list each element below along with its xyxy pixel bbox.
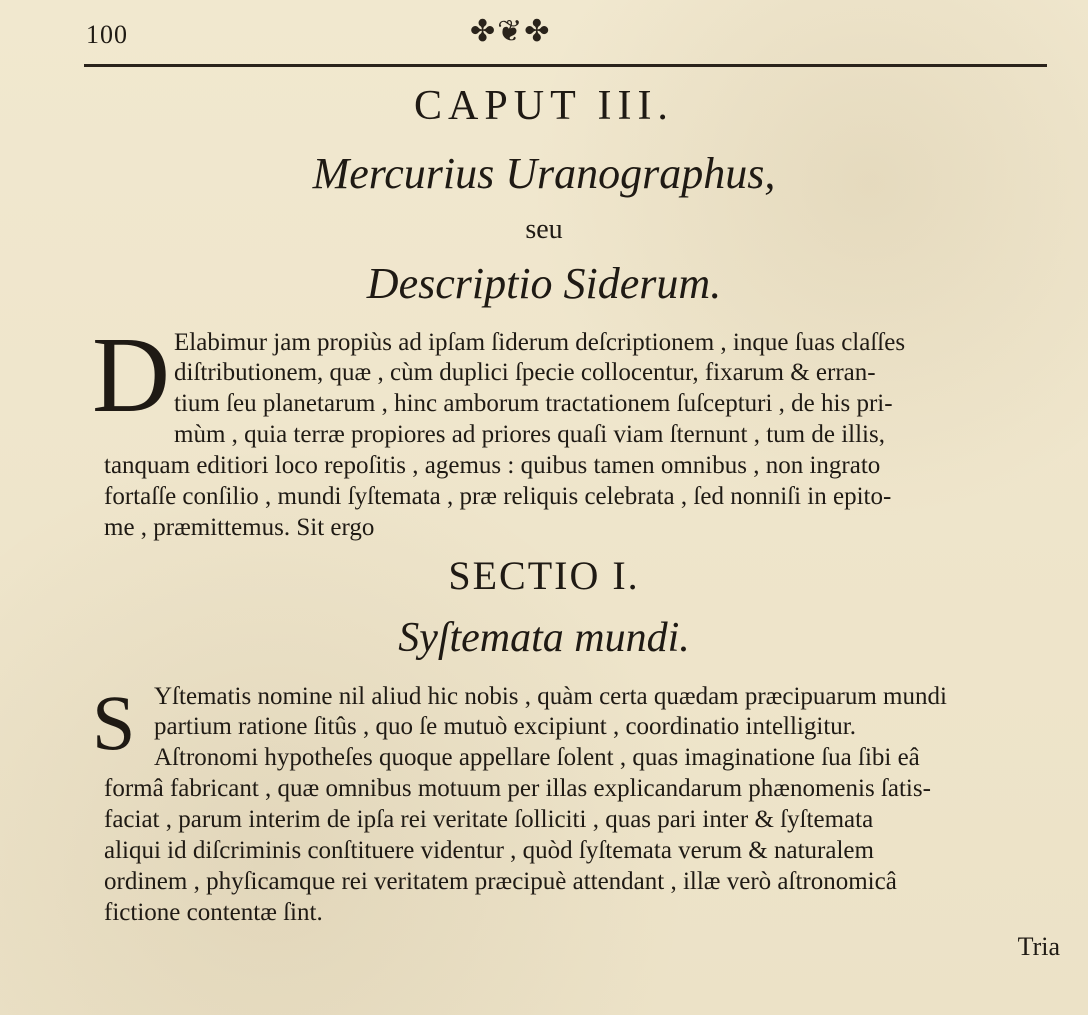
paragraph-2-line-1: Yſtematis nomine nil aliud hic nobis , quàm certa quædam præcipuarum mundi xyxy=(154,683,947,710)
paragraph-1-line-7: me , præmittemus. Sit ergo xyxy=(104,514,375,541)
paragraph-1-line-5: tanquam editiori loco repoſitis , agemus : quibus tamen omnibus , non ingrato xyxy=(104,452,881,479)
chapter-subtitle-3: Descriptio Siderum. xyxy=(366,259,722,308)
dropcap-d: D xyxy=(92,316,170,435)
chapter-subtitle-2: seu xyxy=(525,214,563,245)
header-rule xyxy=(84,64,1047,67)
paragraph-1-line-6: fortaſſe conſilio , mundi ſyſtemata , præ reliquis celebrata , ſed nonniſi in epito- xyxy=(104,483,892,510)
paragraph-2-line-7: ordinem , phyſicamque rei veritatem præcipuè attendant , illæ verò aſtronomicâ xyxy=(104,868,897,895)
chapter-title: CAPUT III. xyxy=(414,83,674,129)
paragraph-1-line-2: diſtributionem, quæ , cùm duplici ſpecie collocentur, fixarum & erran- xyxy=(174,359,876,386)
paragraph-2-line-8: fictione contentæ ſint. xyxy=(104,899,323,926)
section-subtitle: Syſtemata mundi. xyxy=(398,615,690,661)
section-title: SECTIO I. xyxy=(448,553,640,598)
paragraph-2-line-2: partium ratione ſitûs , quo ſe mutuò excipiunt , coordinatio intelligitur. xyxy=(154,713,856,740)
chapter-subtitle-1: Mercurius Uranographus, xyxy=(312,149,776,198)
paragraph-2-line-3: Aſtronomi hypotheſes quoque appellare ſolent , quas imaginatione ſua ſibi eâ xyxy=(154,744,920,771)
paragraph-2-line-5: faciat , parum interim de ipſa rei veritate ſolliciti , quas pari inter & ſyſtemata xyxy=(104,806,874,833)
catchword: Tria xyxy=(1017,932,1060,961)
dropcap-s: S xyxy=(92,679,136,766)
paragraph-2-line-4: formâ fabricant , quæ omnibus motuum per illas explicandarum phænomenis ſatis- xyxy=(104,775,931,802)
paragraph-2-line-6: aliqui id diſcriminis conſtituere videntur , quòd ſyſtemata verum & naturalem xyxy=(104,837,874,864)
header-ornament: ✤❦✤ xyxy=(470,15,552,48)
paragraph-1-line-1: Elabimur jam propiùs ad ipſam ſiderum deſcriptionem , inque ſuas claſſes xyxy=(174,329,906,356)
page-number: 100 xyxy=(86,20,128,49)
paragraph-1-line-4: mùm , quia terræ propiores ad priores quaſi viam ſternunt , tum de illis, xyxy=(174,421,885,448)
paragraph-1-line-3: tium ſeu planetarum , hinc amborum tractationem ſuſcepturi , de his pri- xyxy=(174,390,893,417)
